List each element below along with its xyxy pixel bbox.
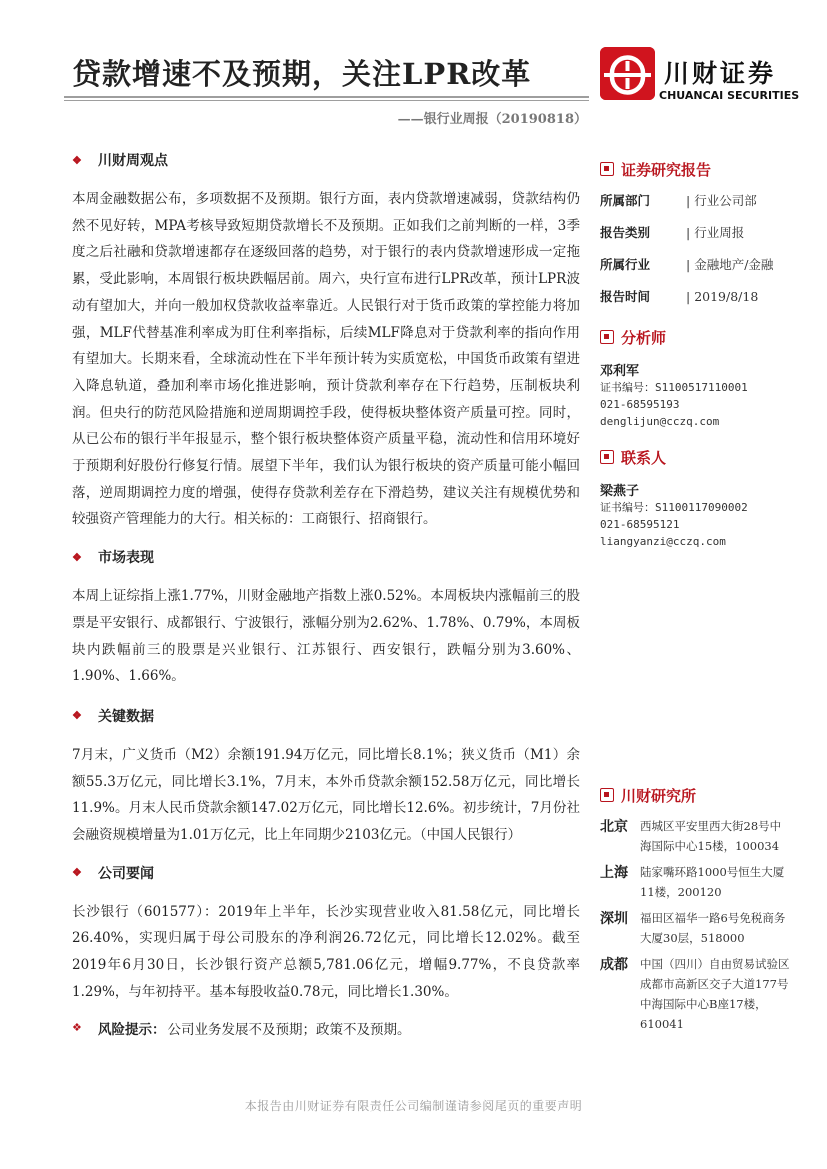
data-paragraph: 7月末，广义货币（M2）余额191.94万亿元，同比增长8.1%；狭义货币（M1）余额55.3万亿元，同比增长3.1%，7月末，本外币贷款余额152.58万亿元，同比增长11.9%。月末人民币贷款余额147.02万亿元，同比增长12.6%。初步统计，7月份社会融资规模增量为1.01万亿元，比上年同期少2103亿元。（中国人民银行） — [72, 746, 580, 844]
contact-cert: 证书编号：S1100117090002 — [600, 501, 748, 514]
contact-email[interactable]: liangyanzi@cczq.com — [600, 535, 726, 548]
contact-card — [600, 480, 790, 550]
analyst-phone: 021-68595193 — [600, 398, 680, 411]
office-chengdu: 成都 中国（四川）自由贸易试验区成都市高新区交子大道177号中海国际中心B座17楼，610041 — [600, 957, 790, 1031]
header-rule-bottom — [64, 100, 589, 101]
logo-english-name: CHUANCAI SECURITIES — [659, 89, 800, 102]
info-row-department: 所属部门 | 行业公司部 — [600, 184, 790, 216]
office-shanghai: 上海 陆家嘴环路1000号恒生大厦11楼，200120 — [600, 865, 785, 899]
main-content — [72, 148, 580, 1038]
risk-label: 风险提示： — [98, 1021, 166, 1038]
header-rule-top — [64, 96, 589, 98]
square-bullet-icon — [600, 788, 614, 802]
info-row-category: 报告类别 | 行业周报 — [600, 216, 790, 248]
analyst-cert: 证书编号：S1100517110001 — [600, 381, 748, 394]
report-info-list — [600, 184, 790, 312]
section-heading-news: ❖ 公司要闻 — [72, 865, 154, 882]
logo-chinese-name: 川财证券 — [664, 59, 777, 88]
analyst-heading: 分析师 — [600, 326, 790, 348]
square-bullet-icon — [600, 330, 614, 344]
office-shenzhen: 深圳 福田区福华一路6号免税商务大厦30层，518000 — [600, 911, 786, 945]
diamond-bullet-icon: ❖ — [72, 550, 82, 564]
contact-heading: 联系人 — [600, 446, 790, 468]
info-row-industry: 所属行业 | 金融地产/金融 — [600, 248, 790, 280]
section-heading-market: ❖ 市场表现 — [72, 550, 154, 567]
risk-note — [72, 1018, 580, 1038]
contact-phone: 021-68595121 — [600, 518, 680, 531]
view-paragraph: 本周金融数据公布，多项数据不及预期。银行方面，表内贷款增速减弱，贷款结构仍然不见好转，MPA考核导致短期贷款增长不及预期。正如我们之前判断的一样，3季度之后社融和贷款增速都存在逐级回落的趋势，对于银行的表内贷款增速形成一定拖累，受此影响，本周银行板块跌幅居前。周六，央行宣布进行LPR改革，预计LPR波动有望加大，并向一般加权贷款收益率靠近。人民银行对于货币政策的掌控能力将加强，MLF代替基准利率成为盯住利率指标，后续MLF降息对于贷款利率的指向作用有望加大。长期来看，全球流动性在下半年预计转为实质宽松，中国货币政策有望进入降息轨道，叠加利率市场化推进影响，预计贷款利率存在下行趋势，压制板块利润。但央行的防范风险措施和逆周期调控手段，使得板块整体资产质量可控。同时，从已公布的银行半年报显示，整个银行板块整体资产质量平稳，流动性和信用环境好于预期利好股份行修复行情。展望下半年，我们认为银行板块的资产质量可能小幅回落，逆周期调控力度的增强，使得存贷款利差存在下滑趋势，建议关注有规模优势和较强资产管理能力的大行。相关标的：工商银行、招商银行。 — [72, 191, 580, 528]
news-paragraph: 长沙银行（601577）：2019年上半年，长沙实现营业收入81.58亿元，同比增长26.40%，实现归属于母公司股东的净利润26.72亿元，同比增长12.02%。截至2019年6月30日，长沙银行资产总额5,781.06亿元，增幅9.77%，不良贷款率1.29%，与年初持平。基本每股收益0.78元，同比增长1.30%。 — [72, 903, 580, 1000]
info-row-date: 报告时间 | 2019/8/18 — [600, 280, 790, 312]
market-paragraph: 本周上证综指上涨1.77%，川财金融地产指数上涨0.52%。本周板块内涨幅前三的股票是平安银行、成都银行、宁波银行，涨幅分别为2.62%、1.78%、0.79%，本周板块内跌幅前三的股票是兴业银行、江苏银行、西安银行，跌幅分别为3.60%、1.90%、1.66%。 — [72, 588, 580, 685]
diamond-bullet-icon: ❖ — [72, 1021, 82, 1035]
analyst-card — [600, 360, 790, 430]
diamond-bullet-icon: ❖ — [72, 709, 82, 723]
institute-heading: 川财研究所 — [600, 784, 696, 806]
chuancai-logo-icon — [600, 47, 655, 100]
office-beijing: 北京 西城区平安里西大街28号中海国际中心15楼，100034 — [600, 819, 782, 853]
risk-text: 公司业务发展不及预期；政策不及预期。 — [167, 1021, 411, 1038]
square-bullet-icon — [600, 450, 614, 464]
report-title: 贷款增速不及预期，关注LPR改革 — [72, 57, 532, 91]
diamond-bullet-icon: ❖ — [72, 866, 82, 880]
sidebar — [600, 158, 790, 1031]
analyst-name: 邓利军 — [600, 364, 640, 379]
office-list — [600, 810, 790, 1034]
contact-name: 梁燕子 — [600, 484, 640, 499]
report-subtitle: ——银行业周报（20190818） — [397, 112, 587, 127]
report-info-heading: 证券研究报告 — [600, 158, 790, 180]
diamond-bullet-icon: ❖ — [72, 153, 82, 167]
section-heading-view: ❖ 川财周观点 — [72, 153, 168, 169]
footer-disclaimer: 本报告由川财证券有限责任公司编制谨请参阅尾页的重要声明 — [244, 1099, 583, 1113]
square-bullet-icon — [600, 162, 614, 176]
section-heading-data: ❖ 关键数据 — [72, 708, 154, 725]
analyst-email[interactable]: denglijun@cczq.com — [600, 415, 720, 428]
